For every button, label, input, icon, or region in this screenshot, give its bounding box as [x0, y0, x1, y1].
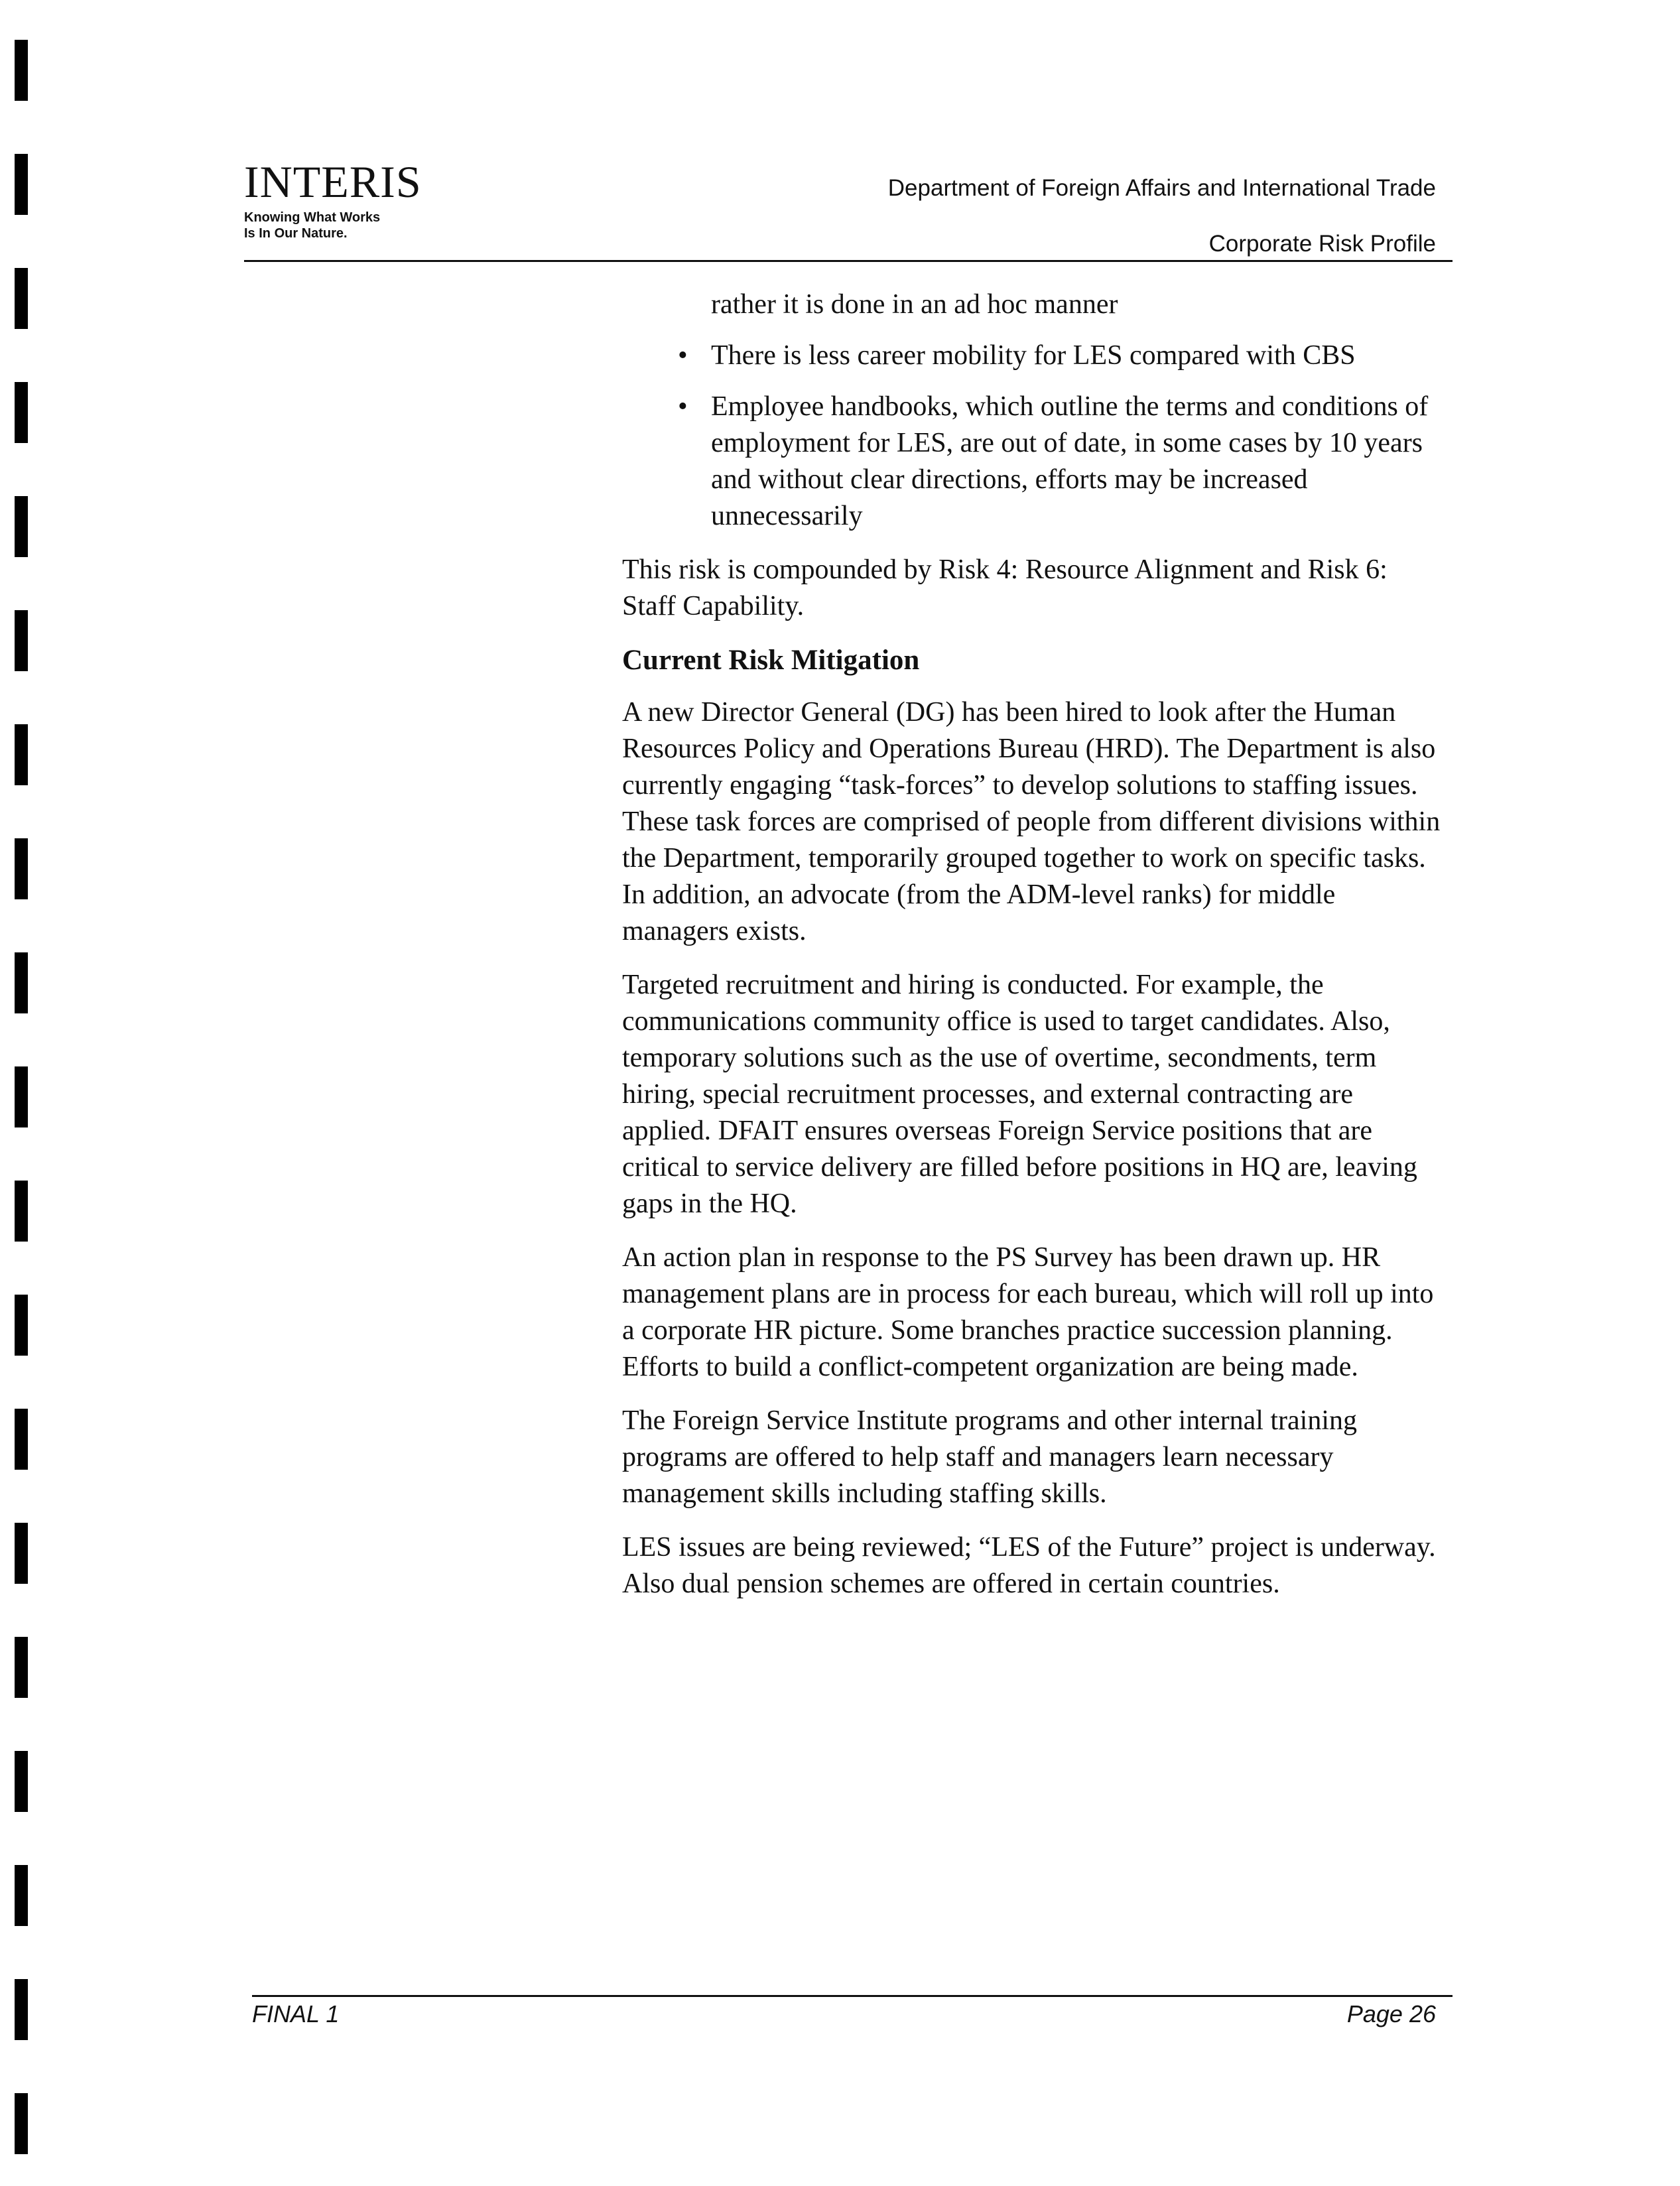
binder-mark: [15, 1181, 28, 1242]
body-paragraph: Targeted recruitment and hiring is conducted. For example, the communications community office is used to target candidates. Also, temporary solutions such as the use of overtime, secondments, term hiring, special recruitment processes, and external contracting are applied. DFAIT ensures overseas Foreign Service positions that are critical to service delivery are filled before positions in HQ are, leaving gaps in the HQ.: [622, 970, 1417, 1219]
bullet-item: [678, 389, 1448, 535]
binder-mark: [15, 1295, 28, 1356]
binder-mark: [15, 1409, 28, 1470]
body-paragraph: An action plan in response to the PS Survey has been drawn up. HR management plans are in process for each bureau, which will roll up into a corporate HR picture. Some branches practice succession planning. Efforts to build a conflict-competent organization are being made.: [622, 1242, 1434, 1382]
bullet-text: There is less career mobility for LES compared with CBS: [711, 340, 1356, 371]
section-heading: Current Risk Mitigation: [622, 645, 920, 676]
logo-tagline-line-1: Knowing What Works: [244, 210, 381, 225]
bullet-text: Employee handbooks, which outline the terms and conditions of employment for LES, are out of date, in some cases by 10 years and without clear directions, efforts may be increased unnecessarily: [711, 391, 1429, 531]
binder-mark: [15, 40, 28, 101]
binder-mark: [15, 1751, 28, 1812]
page-number: Page 26: [1346, 2000, 1436, 2027]
body-paragraph: A new Director General (DG) has been hired to look after the Human Resources Policy and Operations Bureau (HRD). The Department is also currently engaging “task-forces” to develop solutions to staffing issues. These task forces are comprised of people from different divisions within the Department, temporarily grouped together to work on specific tasks. In addition, an advocate (from the ADM-level ranks) for middle managers exists.: [622, 697, 1441, 946]
binder-mark: [15, 1637, 28, 1698]
binder-mark: [15, 268, 28, 329]
logo-tagline-line-2: Is In Our Nature.: [244, 226, 348, 241]
page-content: [622, 287, 1448, 1620]
bullet-item: [678, 338, 1448, 374]
binder-mark: [15, 382, 28, 443]
header-rule: [244, 260, 1453, 262]
binder-mark: [15, 838, 28, 899]
binder-mark: [15, 1523, 28, 1584]
binder-mark: [15, 1066, 28, 1127]
binder-mark: [15, 1979, 28, 2040]
header-department: Department of Foreign Affairs and International Trade: [887, 175, 1436, 201]
body-paragraph: LES issues are being reviewed; “LES of the Future” project is underway. Also dual pension schemes are offered in certain countries.: [622, 1532, 1436, 1599]
header-document-title: Corporate Risk Profile: [1208, 231, 1436, 257]
footer-rule: [252, 1995, 1453, 1997]
binder-mark: [15, 154, 28, 215]
binder-mark: [15, 724, 28, 785]
bullet-list: [622, 338, 1448, 535]
binder-mark: [15, 496, 28, 557]
bullet-continuation: rather it is done in an ad hoc manner: [711, 289, 1118, 320]
binder-mark: [15, 952, 28, 1013]
binder-mark: [15, 2093, 28, 2154]
bullet-dot-icon: •: [678, 391, 688, 422]
logo-tagline: [244, 210, 422, 241]
footer-version: FINAL 1: [252, 2000, 340, 2027]
company-logo: [244, 159, 422, 241]
binder-mark: [15, 610, 28, 671]
binder-mark: [15, 1865, 28, 1926]
compounded-paragraph: This risk is compounded by Risk 4: Resource Alignment and Risk 6: Staff Capability.: [622, 554, 1388, 621]
body-paragraph: The Foreign Service Institute programs and other internal training programs are offered to help staff and managers learn necessary management skills including staffing skills.: [622, 1405, 1358, 1509]
bullet-dot-icon: •: [678, 340, 688, 371]
logo-name: INTERIS: [244, 157, 422, 207]
